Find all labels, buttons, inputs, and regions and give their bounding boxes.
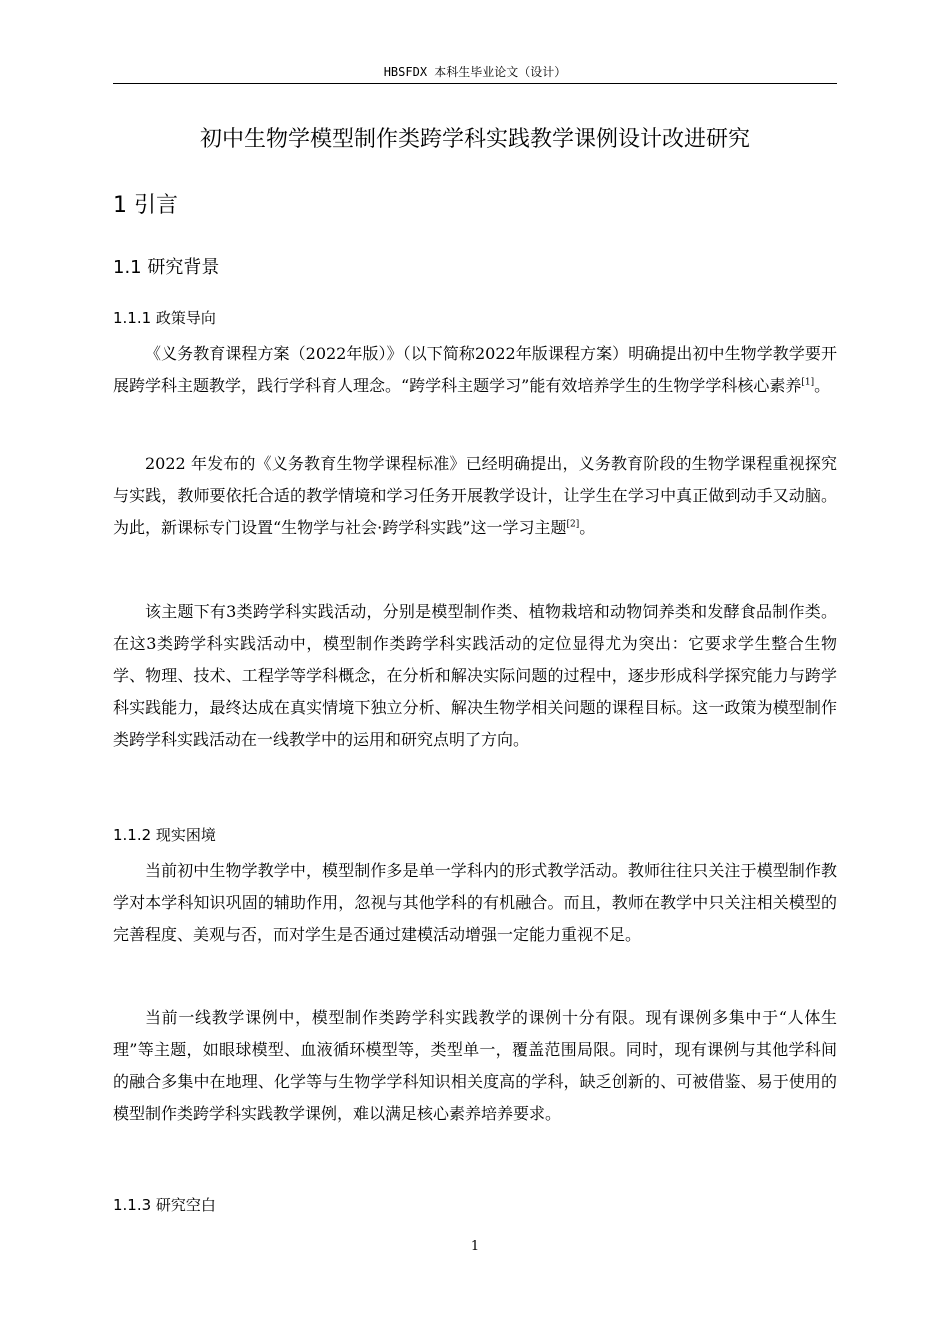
header-rule xyxy=(113,83,837,84)
paragraph xyxy=(113,338,837,402)
section-heading-1-1-3: 1.1.3 研究空白 xyxy=(113,1196,216,1214)
citation-ref: [2] xyxy=(566,519,580,530)
paragraph xyxy=(113,448,837,544)
page-number: 1 xyxy=(470,1239,480,1254)
section-heading-1: 1 引言 xyxy=(113,193,178,218)
running-header: HBSFDX 本科生毕业论文（设计） xyxy=(383,65,567,79)
paragraph: 当前初中生物学教学中，模型制作多是单一学科内的形式教学活动。教师往往只关注于模型制作教学对本学科知识巩固的辅助作用，忽视与其他学科的有机融合。而且，教师在教学中只关注相关模型的完善程度、美观与否，而对学生是否通过建模活动增强一定能力重视不足。 xyxy=(113,861,837,944)
section-heading-1-1: 1.1 研究背景 xyxy=(113,257,220,278)
section-heading-1-1-2: 1.1.2 现实困境 xyxy=(113,826,216,844)
paragraph-text: 《义务教育课程方案（2022年版）》（以下简称2022年版课程方案）明确提出初中生物学教学要开展跨学科主题教学，践行学科育人理念。“跨学科主题学习”能有效培养学生的生物学学科核心素养 xyxy=(113,344,837,395)
paragraph-text: 2022 年发布的《义务教育生物学课程标准》已经明确提出，义务教育阶段的生物学课程重视探究与实践，教师要依托合适的教学情境和学习任务开展教学设计，让学生在学习中真正做到动手又动脑。为此，新课标专门设置“生物学与社会·跨学科实践”这一学习主题 xyxy=(113,454,837,537)
paragraph: 当前一线教学课例中，模型制作类跨学科实践教学的课例十分有限。现有课例多集中于“人体生理”等主题，如眼球模型、血液循环模型等，类型单一，覆盖范围局限。同时，现有课例与其他学科间的融合多集中在地理、化学等与生物学学科知识相关度高的学科，缺乏创新的、可被借鉴、易于使用的模型制作类跨学科实践教学课例，难以满足核心素养培养要求。 xyxy=(113,1008,837,1123)
section-heading-1-1-1: 1.1.1 政策导向 xyxy=(113,309,216,327)
paragraph-end: 。 xyxy=(579,518,596,537)
paragraph-end: 。 xyxy=(814,376,831,395)
paper-title: 初中生物学模型制作类跨学科实践教学课例设计改进研究 xyxy=(199,127,750,152)
citation-ref: [1] xyxy=(801,377,815,388)
paragraph: 该主题下有3类跨学科实践活动，分别是模型制作类、植物栽培和动物饲养类和发酵食品制作类。在这3类跨学科实践活动中，模型制作类跨学科实践活动的定位显得尤为突出：它要求学生整合生物学、物理、技术、工程学等学科概念，在分析和解决实际问题的过程中，逐步形成科学探究能力与跨学科实践能力，最终达成在真实情境下独立分析、解决生物学相关问题的课程目标。这一政策为模型制作类跨学科实践活动在一线教学中的运用和研究点明了方向。 xyxy=(113,602,837,749)
